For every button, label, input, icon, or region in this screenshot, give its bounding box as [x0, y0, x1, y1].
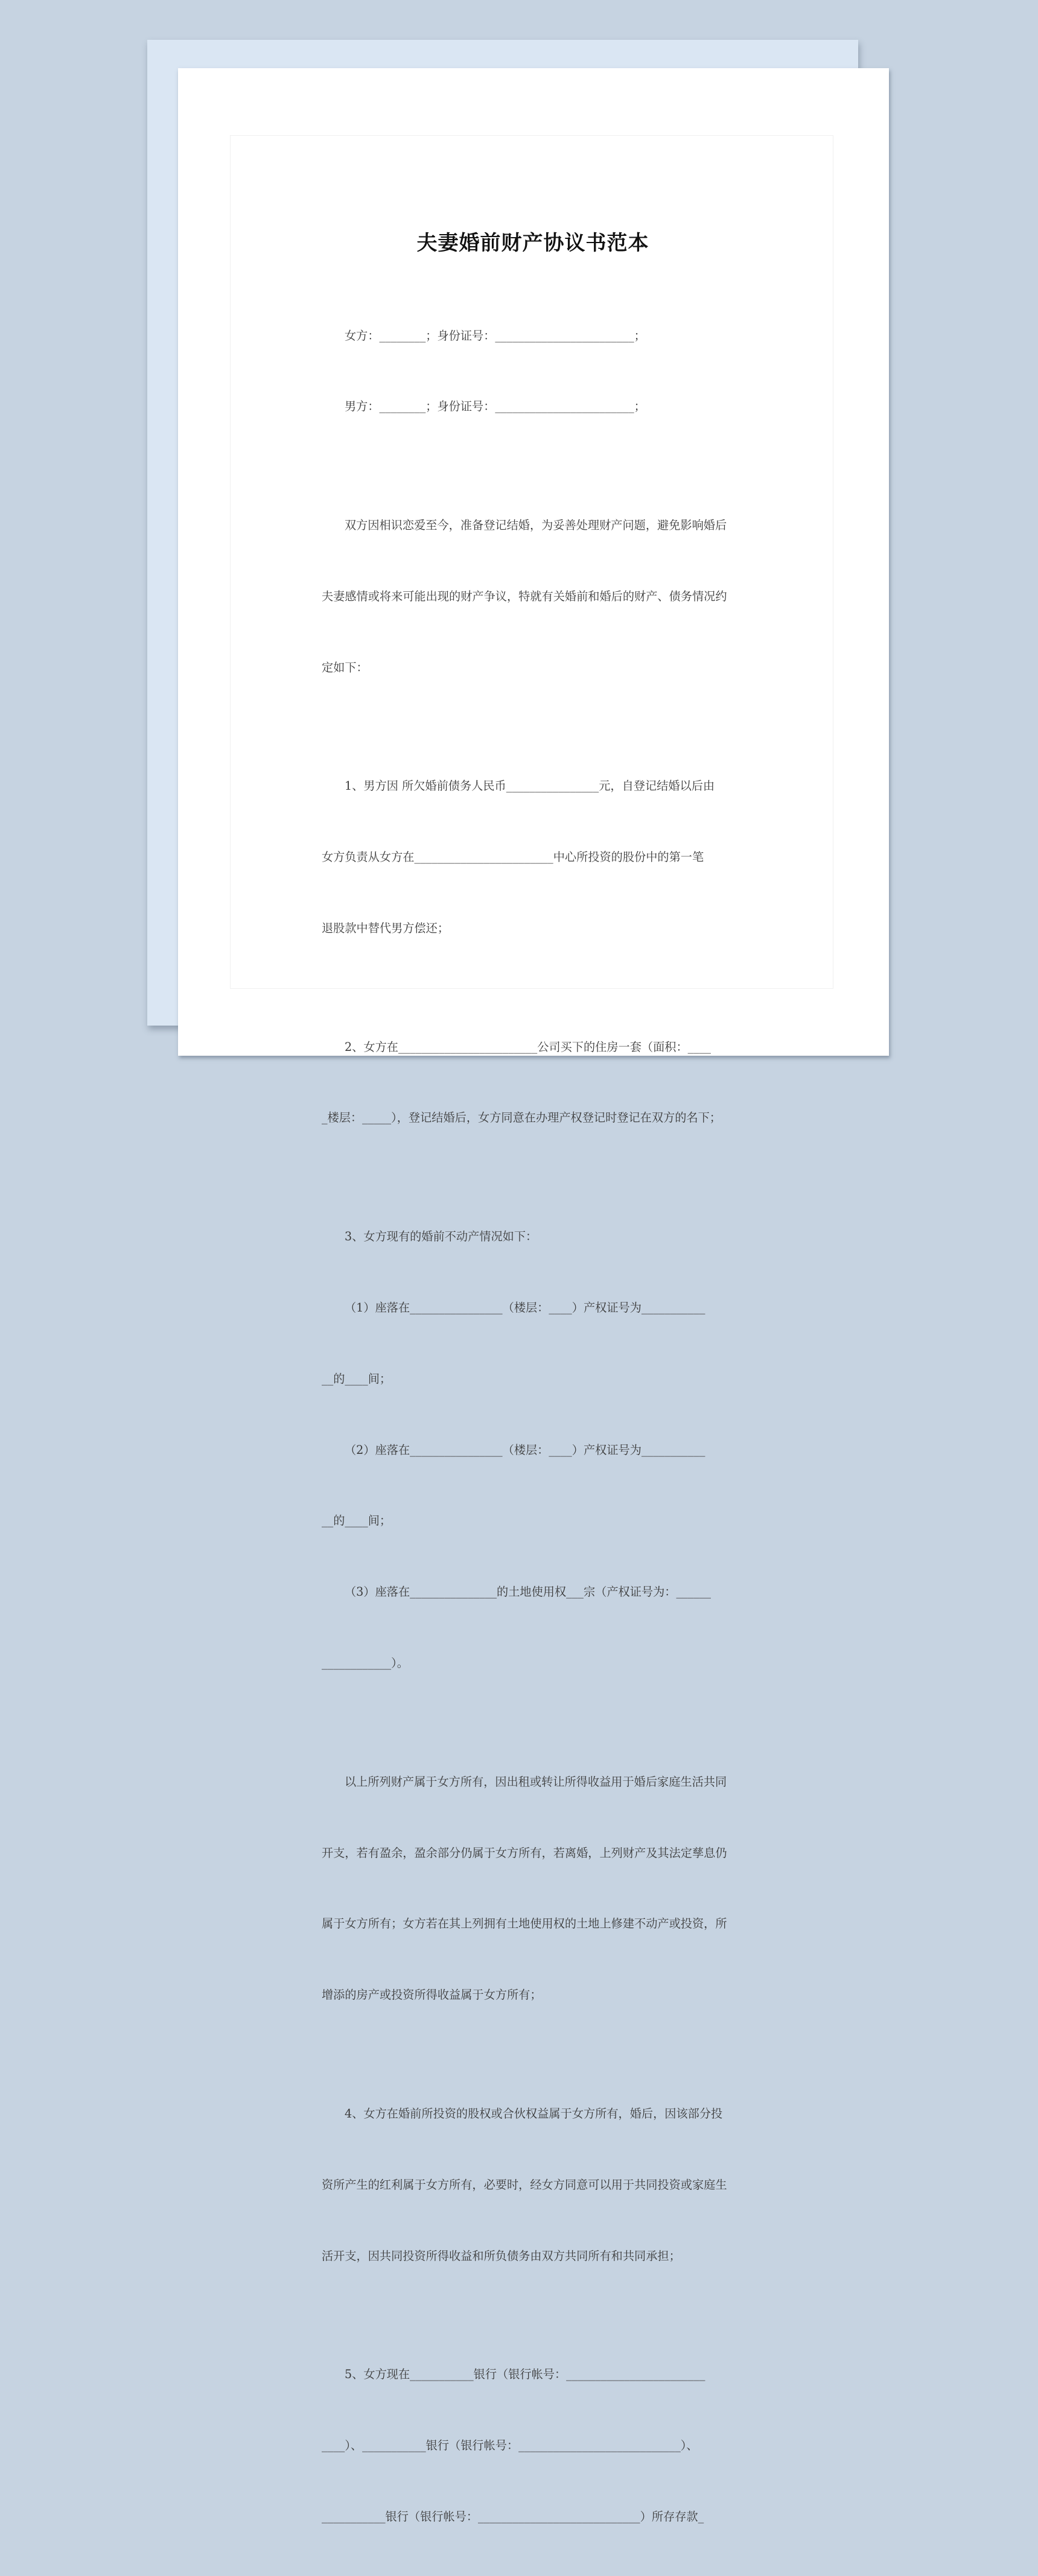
- clause-2: [322, 988, 744, 1177]
- clause-3-heading: 3、女方现有的婚前不动产情况如下：: [345, 1229, 538, 1243]
- text-line: 双方因相识恋爱至今，准备登记结婚，为妥善处理财产问题，避免影响婚后: [345, 518, 727, 532]
- clause-5: [322, 2315, 744, 2576]
- text-line: ___________银行（银行帐号：____________________________）所存存款_: [322, 2509, 704, 2524]
- text-line: 退股款中替代男方偿还；: [322, 921, 450, 936]
- clause-4: [322, 2054, 744, 2315]
- text-line: 以上所列财产属于女方所有，因出租或转让所得收益用于婚后家庭生活共同: [345, 1774, 727, 1789]
- front-page-sheet: [178, 68, 889, 2524]
- male-party-line: 男方：________；身份证号：________________________；: [345, 399, 646, 414]
- property-item-1-line: （1）座落在________________（楼层：____）产权证号为___________: [345, 1300, 705, 1315]
- text-line: 开支，若有盈余，盈余部分仍属于女方所有，若离婚，上列财产及其法定孳息仍: [322, 1845, 727, 1860]
- text-line: 4、女方在婚前所投资的股权或合伙权益属于女方所有，婚后，因该部分投: [345, 2106, 723, 2121]
- clause-1: [322, 727, 744, 988]
- text-line: 属于女方所有；女方若在其上列拥有土地使用权的土地上修建不动产或投资，所: [322, 1917, 727, 1931]
- text-line: 活开支，因共同投资所得收益和所负债务由双方共同所有和共同承担；: [322, 2248, 681, 2263]
- property-item-2-line: （2）座落在________________（楼层：____）产权证号为___________: [345, 1442, 705, 1457]
- text-line: 定如下：: [322, 660, 368, 674]
- property-item-2-line: __的____间；: [322, 1514, 392, 1528]
- text-line: 女方负责从女方在________________________中心所投资的股份中的第一笔: [322, 850, 704, 864]
- text-line: 2、女方在________________________公司买下的住房一套（面积：____: [345, 1039, 712, 1054]
- ownership-paragraph: [322, 1722, 744, 2054]
- property-item-3-line: （3）座落在_______________的土地使用权___宗（产权证号为：______: [345, 1585, 712, 1599]
- clause-3: [322, 1177, 744, 1722]
- party-info: [322, 276, 744, 466]
- text-line: 5、女方现在___________银行（银行帐号：________________________: [345, 2367, 705, 2382]
- text-line: 夫妻感情或将来可能出现的财产争议，特就有关婚前和婚后的财产、债务情况约: [322, 589, 727, 603]
- text-line: ____）、___________银行（银行帐号：____________________________）、: [322, 2438, 698, 2453]
- text-line: 1、男方因 所欠婚前债务人民币________________元，自登记结婚以后由: [345, 779, 715, 793]
- document-title: 夫妻婚前财产协议书范本: [416, 231, 649, 255]
- female-party-line: 女方：________；身份证号：________________________；: [345, 328, 646, 343]
- intro-paragraph: [322, 466, 744, 726]
- text-line: _楼层：_____），登记结婚后，女方同意在办理产权登记时登记在双方的名下；: [322, 1111, 721, 1125]
- document-body: [322, 228, 744, 2576]
- property-item-3-line: ____________）。: [322, 1656, 409, 1670]
- property-item-1-line: __的____间；: [322, 1371, 392, 1386]
- text-line: 资所产生的红利属于女方所有，必要时，经女方同意可以用于共同投资或家庭生: [322, 2177, 727, 2192]
- text-line: 增添的房产或投资所得收益属于女方所有；: [322, 1988, 542, 2002]
